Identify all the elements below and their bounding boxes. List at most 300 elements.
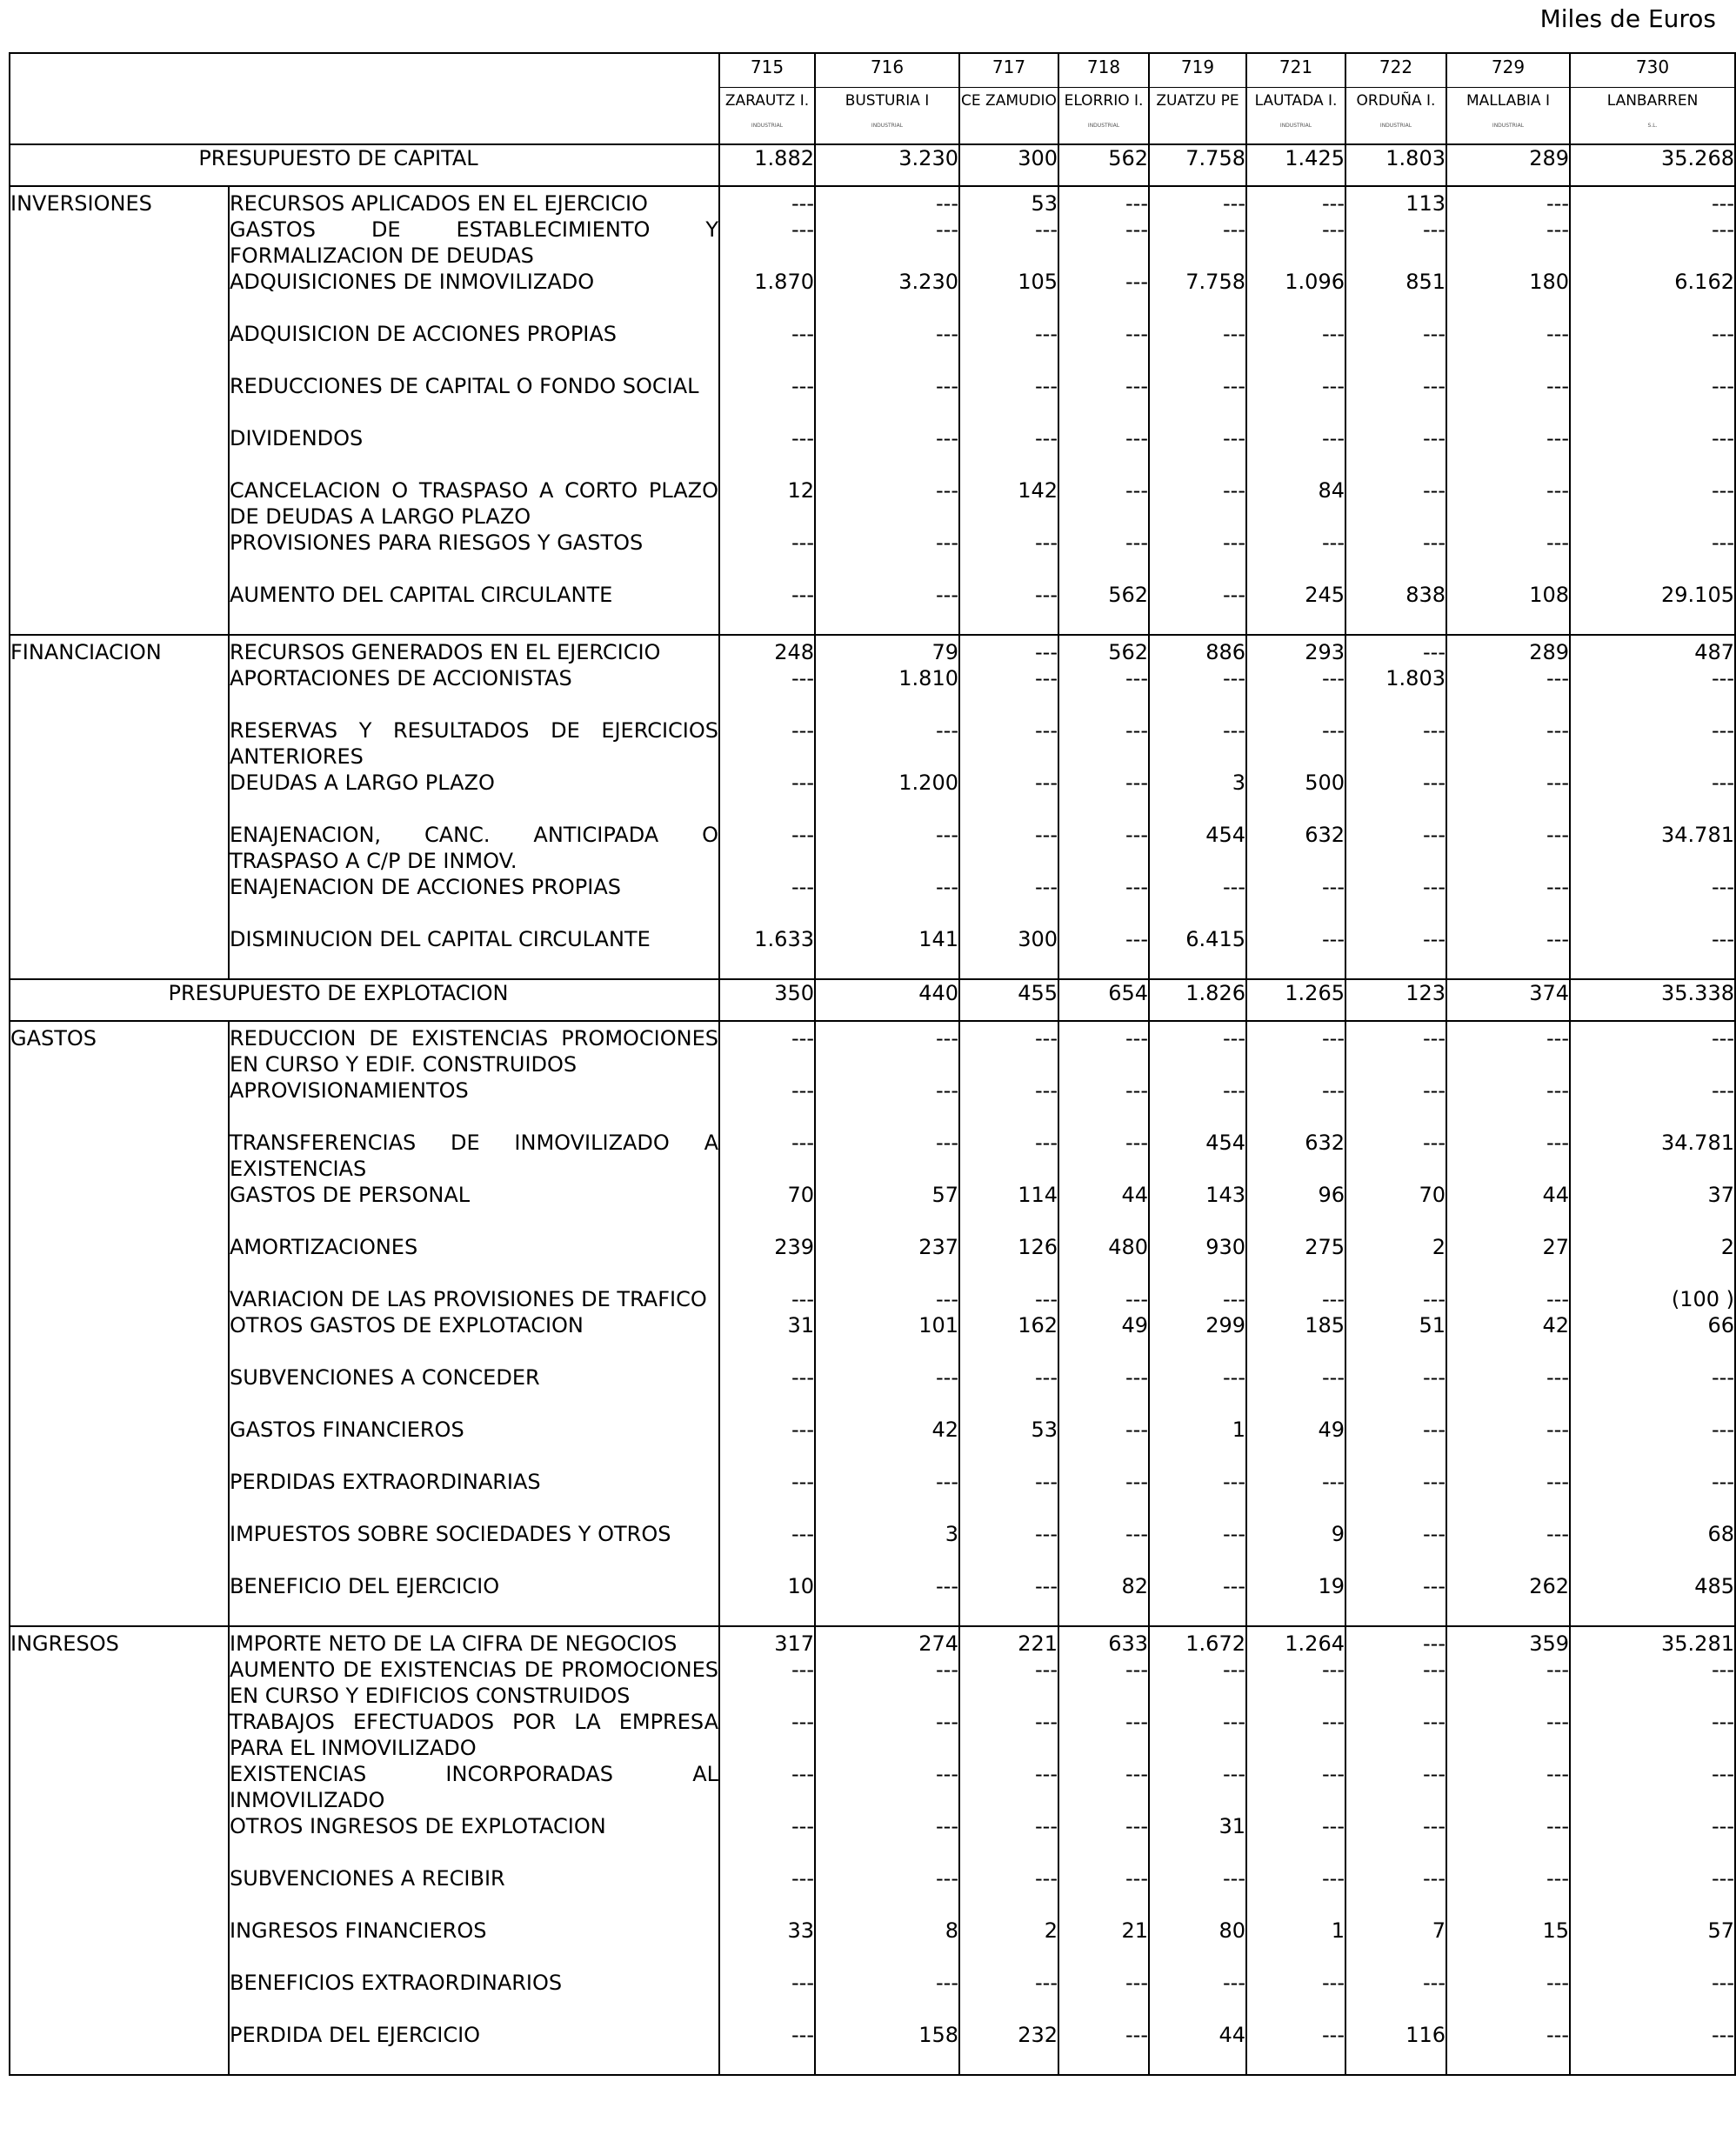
table-cell: 35.268	[1570, 144, 1735, 186]
table-cell: ---	[1345, 1865, 1446, 1918]
table-cell: ---	[1058, 1130, 1149, 1182]
budget-table	[9, 52, 1736, 2076]
table-cell: ---	[1446, 1970, 1570, 2022]
table-cell: ---	[1149, 1286, 1246, 1312]
table-cell: ---	[1058, 1364, 1149, 1417]
table-cell: (100 )	[1570, 1286, 1735, 1312]
table-cell: 500	[1246, 770, 1345, 822]
table-cell: ---	[959, 665, 1058, 717]
row-label: VARIACION DE LAS PROVISIONES DE TRAFICO	[229, 1286, 719, 1312]
table-cell: ---	[1570, 186, 1735, 217]
table-cell: ---	[1058, 1709, 1149, 1761]
table-cell: 113	[1345, 186, 1446, 217]
section-label-empty	[10, 822, 229, 874]
table-cell: 1.826	[1149, 979, 1246, 1021]
section-label: GASTOS	[10, 1021, 229, 1077]
table-cell: 57	[815, 1182, 959, 1234]
table-cell: ---	[815, 717, 959, 770]
table-cell: ---	[719, 1521, 815, 1573]
section-label-empty	[10, 926, 229, 979]
section-label-empty	[10, 530, 229, 582]
column-code: 729	[1446, 53, 1570, 88]
table-cell: 454	[1149, 1130, 1246, 1182]
table-cell: 82	[1058, 1573, 1149, 1626]
table-header	[10, 53, 1735, 144]
section-label: INVERSIONES	[10, 186, 229, 217]
table-row	[10, 1077, 1735, 1130]
table-cell: ---	[1149, 1364, 1246, 1417]
table-cell: ---	[815, 1865, 959, 1918]
table-row	[10, 1709, 1735, 1761]
section-label-empty	[10, 874, 229, 926]
table-cell: ---	[1345, 1657, 1446, 1709]
table-cell: ---	[1058, 1417, 1149, 1469]
table-row	[10, 1918, 1735, 1970]
table-cell: ---	[1246, 217, 1345, 269]
table-cell: ---	[1446, 186, 1570, 217]
table-cell: ---	[1446, 822, 1570, 874]
table-cell: ---	[959, 1077, 1058, 1130]
column-subtitle: INDUSTRIAL	[1087, 123, 1120, 129]
row-label: GASTOS DE PERSONAL	[229, 1182, 719, 1234]
table-cell: ---	[719, 1469, 815, 1521]
table-cell: 851	[1345, 269, 1446, 321]
table-cell: ---	[815, 186, 959, 217]
table-cell: 1.633	[719, 926, 815, 979]
table-cell: ---	[959, 373, 1058, 425]
table-cell: 633	[1058, 1626, 1149, 1657]
table-cell: 143	[1149, 1182, 1246, 1234]
table-cell: ---	[959, 874, 1058, 926]
table-cell: ---	[1345, 1573, 1446, 1626]
table-row	[10, 373, 1735, 425]
table-row	[10, 1130, 1735, 1182]
table-cell: ---	[1345, 635, 1446, 665]
column-code: 719	[1149, 53, 1246, 88]
table-cell: 6.415	[1149, 926, 1246, 979]
table-cell: 141	[815, 926, 959, 979]
table-cell: 455	[959, 979, 1058, 1021]
section-label-empty	[10, 373, 229, 425]
section-label-empty	[10, 1312, 229, 1364]
table-cell: 1	[1246, 1918, 1345, 1970]
table-cell: ---	[1058, 373, 1149, 425]
section-label-empty	[10, 1573, 229, 1626]
table-cell: ---	[959, 770, 1058, 822]
table-cell: ---	[1149, 1970, 1246, 2022]
table-cell: ---	[1570, 1364, 1735, 1417]
row-label: OTROS GASTOS DE EXPLOTACION	[229, 1312, 719, 1364]
column-name	[1446, 88, 1570, 145]
row-label: AMORTIZACIONES	[229, 1234, 719, 1286]
table-cell: 2	[1345, 1234, 1446, 1286]
row-label: SUBVENCIONES A RECIBIR	[229, 1865, 719, 1918]
table-row	[10, 1970, 1735, 2022]
table-cell: 37	[1570, 1182, 1735, 1234]
table-row	[10, 1573, 1735, 1626]
table-cell: 274	[815, 1626, 959, 1657]
table-cell: ---	[1246, 1709, 1345, 1761]
section-label-empty	[10, 2022, 229, 2075]
section-label: INGRESOS	[10, 1626, 229, 1657]
table-cell: ---	[1149, 425, 1246, 477]
column-subtitle: INDUSTRIAL	[1279, 123, 1312, 129]
table-row	[10, 1364, 1735, 1417]
table-cell: ---	[1246, 1469, 1345, 1521]
table-cell: ---	[1446, 1469, 1570, 1521]
section-label-empty	[10, 1182, 229, 1234]
table-cell: ---	[719, 717, 815, 770]
summary-title: PRESUPUESTO DE EXPLOTACION	[10, 979, 719, 1021]
column-name	[1570, 88, 1735, 145]
table-row	[10, 717, 1735, 770]
table-cell: 79	[815, 635, 959, 665]
table-cell: ---	[1149, 1077, 1246, 1130]
table-cell: 374	[1446, 979, 1570, 1021]
table-cell: ---	[719, 665, 815, 717]
table-cell: ---	[1058, 1286, 1149, 1312]
column-name-text: MALLABIA I	[1466, 92, 1550, 110]
table-cell: ---	[1570, 1813, 1735, 1865]
section-label-empty	[10, 477, 229, 530]
table-cell: ---	[1058, 1813, 1149, 1865]
table-cell: ---	[1058, 1077, 1149, 1130]
table-cell: ---	[1446, 321, 1570, 373]
table-cell: 70	[719, 1182, 815, 1234]
table-cell: 632	[1246, 1130, 1345, 1182]
column-name	[1345, 88, 1446, 145]
column-name-text: ZUATZU PE	[1156, 92, 1239, 110]
table-cell: ---	[1446, 770, 1570, 822]
table-cell: ---	[1345, 1970, 1446, 2022]
table-row	[10, 1521, 1735, 1573]
table-cell: 34.781	[1570, 1130, 1735, 1182]
table-cell: ---	[959, 1521, 1058, 1573]
table-cell: ---	[1058, 186, 1149, 217]
table-cell: 53	[959, 1417, 1058, 1469]
table-cell: ---	[959, 1865, 1058, 1918]
table-cell: ---	[959, 1286, 1058, 1312]
table-cell: 53	[959, 186, 1058, 217]
table-cell: ---	[1246, 1970, 1345, 2022]
section-label-empty	[10, 321, 229, 373]
table-row	[10, 1626, 1735, 1657]
table-cell: ---	[1446, 1417, 1570, 1469]
table-cell: ---	[1570, 770, 1735, 822]
table-cell: ---	[1149, 477, 1246, 530]
column-subtitle: INDUSTRIAL	[1379, 123, 1412, 129]
table-cell: ---	[1345, 1077, 1446, 1130]
table-cell: ---	[959, 1469, 1058, 1521]
table-cell: 454	[1149, 822, 1246, 874]
table-cell: ---	[1570, 477, 1735, 530]
table-cell: ---	[1446, 373, 1570, 425]
table-cell: ---	[1058, 217, 1149, 269]
section-label-empty	[10, 1970, 229, 2022]
row-label: RECURSOS APLICADOS EN EL EJERCICIO	[229, 186, 719, 217]
table-cell: ---	[1058, 321, 1149, 373]
table-row	[10, 582, 1735, 635]
table-cell: ---	[959, 1970, 1058, 2022]
table-cell: ---	[815, 874, 959, 926]
column-name	[815, 88, 959, 145]
table-cell: ---	[1149, 1021, 1246, 1077]
table-cell: 108	[1446, 582, 1570, 635]
section-label-empty	[10, 1709, 229, 1761]
table-cell: 239	[719, 1234, 815, 1286]
table-cell: ---	[1345, 477, 1446, 530]
row-label: DEUDAS A LARGO PLAZO	[229, 770, 719, 822]
table-cell: ---	[815, 1364, 959, 1417]
table-cell: 123	[1345, 979, 1446, 1021]
table-cell: 2	[959, 1918, 1058, 1970]
table-cell: ---	[1246, 425, 1345, 477]
table-cell: 8	[815, 1918, 959, 1970]
section-label-empty	[10, 1364, 229, 1417]
table-cell: ---	[1446, 926, 1570, 979]
table-cell: ---	[815, 1021, 959, 1077]
table-row	[10, 1657, 1735, 1709]
table-cell: ---	[1446, 1865, 1570, 1918]
table-cell: 232	[959, 2022, 1058, 2075]
table-cell: 44	[1058, 1182, 1149, 1234]
table-cell: 42	[1446, 1312, 1570, 1364]
column-code: 722	[1345, 53, 1446, 88]
column-name-text: ZARAUTZ I.	[724, 92, 810, 110]
table-cell: 299	[1149, 1312, 1246, 1364]
table-cell: ---	[1570, 373, 1735, 425]
units-label: Miles de Euros	[1539, 4, 1716, 33]
table-cell: ---	[1058, 1021, 1149, 1077]
table-cell: 49	[1058, 1312, 1149, 1364]
table-cell: ---	[815, 321, 959, 373]
table-cell: ---	[1446, 477, 1570, 530]
row-label: GASTOS FINANCIEROS	[229, 1417, 719, 1469]
table-row	[10, 1286, 1735, 1312]
table-cell: 7.758	[1149, 144, 1246, 186]
row-label: BENEFICIO DEL EJERCICIO	[229, 1573, 719, 1626]
table-cell: ---	[1345, 1761, 1446, 1813]
table-body	[10, 144, 1735, 2075]
table-cell: 114	[959, 1182, 1058, 1234]
row-label: PERDIDAS EXTRAORDINARIAS	[229, 1469, 719, 1521]
table-cell: ---	[1246, 1286, 1345, 1312]
table-cell: 632	[1246, 822, 1345, 874]
table-cell: ---	[1446, 1021, 1570, 1077]
table-cell: ---	[1058, 717, 1149, 770]
table-cell: ---	[1345, 217, 1446, 269]
section-label-empty	[10, 1234, 229, 1286]
table-cell: 289	[1446, 144, 1570, 186]
table-cell: ---	[959, 1709, 1058, 1761]
table-cell: ---	[719, 822, 815, 874]
table-cell: ---	[815, 1077, 959, 1130]
table-cell: ---	[1345, 321, 1446, 373]
table-cell: 142	[959, 477, 1058, 530]
table-cell: 1.803	[1345, 665, 1446, 717]
row-label: APROVISIONAMIENTOS	[229, 1077, 719, 1130]
table-cell: ---	[1058, 477, 1149, 530]
table-cell: ---	[1345, 1417, 1446, 1469]
table-row	[10, 635, 1735, 665]
table-cell: 42	[815, 1417, 959, 1469]
table-cell: ---	[815, 1286, 959, 1312]
section-label-empty	[10, 269, 229, 321]
table-cell: ---	[815, 1130, 959, 1182]
table-cell: ---	[1246, 665, 1345, 717]
table-cell: 80	[1149, 1918, 1246, 1970]
table-cell: ---	[1058, 1521, 1149, 1573]
table-cell: ---	[1570, 1077, 1735, 1130]
table-cell: 31	[1149, 1813, 1246, 1865]
table-row	[10, 926, 1735, 979]
column-name	[1246, 88, 1345, 145]
table-cell: ---	[815, 373, 959, 425]
table-cell: ---	[1246, 874, 1345, 926]
table-cell: 1.870	[719, 269, 815, 321]
table-cell: ---	[719, 373, 815, 425]
row-label: ADQUISICIONES DE INMOVILIZADO	[229, 269, 719, 321]
section-label-empty	[10, 1469, 229, 1521]
table-cell: ---	[1149, 1521, 1246, 1573]
table-cell: ---	[1570, 217, 1735, 269]
table-cell: ---	[1345, 1021, 1446, 1077]
table-cell: ---	[1149, 321, 1246, 373]
table-cell: ---	[959, 321, 1058, 373]
table-cell: 480	[1058, 1234, 1149, 1286]
table-cell: ---	[959, 1813, 1058, 1865]
table-cell: 485	[1570, 1573, 1735, 1626]
table-cell: ---	[1446, 530, 1570, 582]
table-row	[10, 665, 1735, 717]
table-cell: ---	[1149, 1865, 1246, 1918]
table-cell: ---	[1570, 321, 1735, 373]
table-cell: ---	[1345, 1286, 1446, 1312]
table-cell: 116	[1345, 2022, 1446, 2075]
row-label: INGRESOS FINANCIEROS	[229, 1918, 719, 1970]
table-row	[10, 1865, 1735, 1918]
table-cell: ---	[815, 1813, 959, 1865]
table-cell: ---	[719, 1077, 815, 1130]
table-cell: ---	[1246, 1364, 1345, 1417]
table-cell: ---	[1058, 1865, 1149, 1918]
table-cell: ---	[1058, 770, 1149, 822]
table-cell: ---	[815, 582, 959, 635]
table-cell: ---	[1446, 665, 1570, 717]
table-cell: ---	[1058, 926, 1149, 979]
table-cell: 84	[1246, 477, 1345, 530]
table-cell: ---	[1345, 1469, 1446, 1521]
table-cell: ---	[815, 425, 959, 477]
section-label-empty	[10, 1130, 229, 1182]
table-cell: 562	[1058, 582, 1149, 635]
table-cell: ---	[1570, 2022, 1735, 2075]
table-cell: 1.672	[1149, 1626, 1246, 1657]
table-cell: ---	[959, 530, 1058, 582]
row-label: ADQUISICION DE ACCIONES PROPIAS	[229, 321, 719, 373]
table-row	[10, 1469, 1735, 1521]
table-row	[10, 1312, 1735, 1364]
table-cell: ---	[1149, 373, 1246, 425]
row-label: REDUCCION DE EXISTENCIAS PROMOCIONES EN CURSO Y EDIF. CONSTRUIDOS	[229, 1021, 719, 1077]
table-cell: ---	[959, 425, 1058, 477]
column-name-text: LAUTADA I.	[1254, 92, 1338, 110]
section-label-empty	[10, 1077, 229, 1130]
table-cell: ---	[1570, 1021, 1735, 1077]
table-cell: ---	[1058, 665, 1149, 717]
table-cell: ---	[1570, 1761, 1735, 1813]
table-cell: ---	[1345, 425, 1446, 477]
table-cell: ---	[1446, 1657, 1570, 1709]
section-label-empty	[10, 582, 229, 635]
column-name	[1149, 88, 1246, 145]
table-cell: 3	[1149, 770, 1246, 822]
table-cell: ---	[719, 582, 815, 635]
section-label-empty	[10, 1865, 229, 1918]
table-cell: ---	[1446, 874, 1570, 926]
table-cell: 1.200	[815, 770, 959, 822]
row-label: DISMINUCION DEL CAPITAL CIRCULANTE	[229, 926, 719, 979]
summary-title: PRESUPUESTO DE CAPITAL	[10, 144, 719, 186]
table-cell: 35.281	[1570, 1626, 1735, 1657]
table-cell: 7.758	[1149, 269, 1246, 321]
section-label-empty	[10, 1761, 229, 1813]
table-cell: ---	[719, 530, 815, 582]
section-label-empty	[10, 425, 229, 477]
section-label-empty	[10, 1286, 229, 1312]
table-cell: ---	[959, 1364, 1058, 1417]
table-row	[10, 1182, 1735, 1234]
table-cell: ---	[1446, 717, 1570, 770]
table-cell: 237	[815, 1234, 959, 1286]
section-label-empty	[10, 1417, 229, 1469]
table-cell: 34.781	[1570, 822, 1735, 874]
table-cell: ---	[1345, 373, 1446, 425]
table-row	[10, 321, 1735, 373]
table-cell: ---	[1446, 2022, 1570, 2075]
column-code: 730	[1570, 53, 1735, 88]
table-cell: ---	[719, 1417, 815, 1469]
table-row	[10, 269, 1735, 321]
table-cell: 126	[959, 1234, 1058, 1286]
table-cell: 3.230	[815, 144, 959, 186]
table-cell: ---	[959, 582, 1058, 635]
row-label: AUMENTO DEL CAPITAL CIRCULANTE	[229, 582, 719, 635]
table-cell: 101	[815, 1312, 959, 1364]
section-label: FINANCIACION	[10, 635, 229, 665]
table-cell: 44	[1446, 1182, 1570, 1234]
table-row	[10, 425, 1735, 477]
table-cell: ---	[1570, 1865, 1735, 1918]
table-cell: 1.810	[815, 665, 959, 717]
table-cell: ---	[1345, 1626, 1446, 1657]
table-row	[10, 1813, 1735, 1865]
table-cell: ---	[1149, 186, 1246, 217]
table-cell: ---	[719, 1364, 815, 1417]
table-cell: ---	[815, 1761, 959, 1813]
table-cell: ---	[1246, 530, 1345, 582]
table-cell: 180	[1446, 269, 1570, 321]
table-cell: ---	[719, 1657, 815, 1709]
table-cell: ---	[1149, 530, 1246, 582]
row-label: IMPUESTOS SOBRE SOCIEDADES Y OTROS	[229, 1521, 719, 1573]
table-cell: 838	[1345, 582, 1446, 635]
table-cell: ---	[1570, 1469, 1735, 1521]
table-cell: ---	[815, 1469, 959, 1521]
table-cell: ---	[959, 1657, 1058, 1709]
table-cell: 1.803	[1345, 144, 1446, 186]
table-cell: ---	[1345, 1813, 1446, 1865]
